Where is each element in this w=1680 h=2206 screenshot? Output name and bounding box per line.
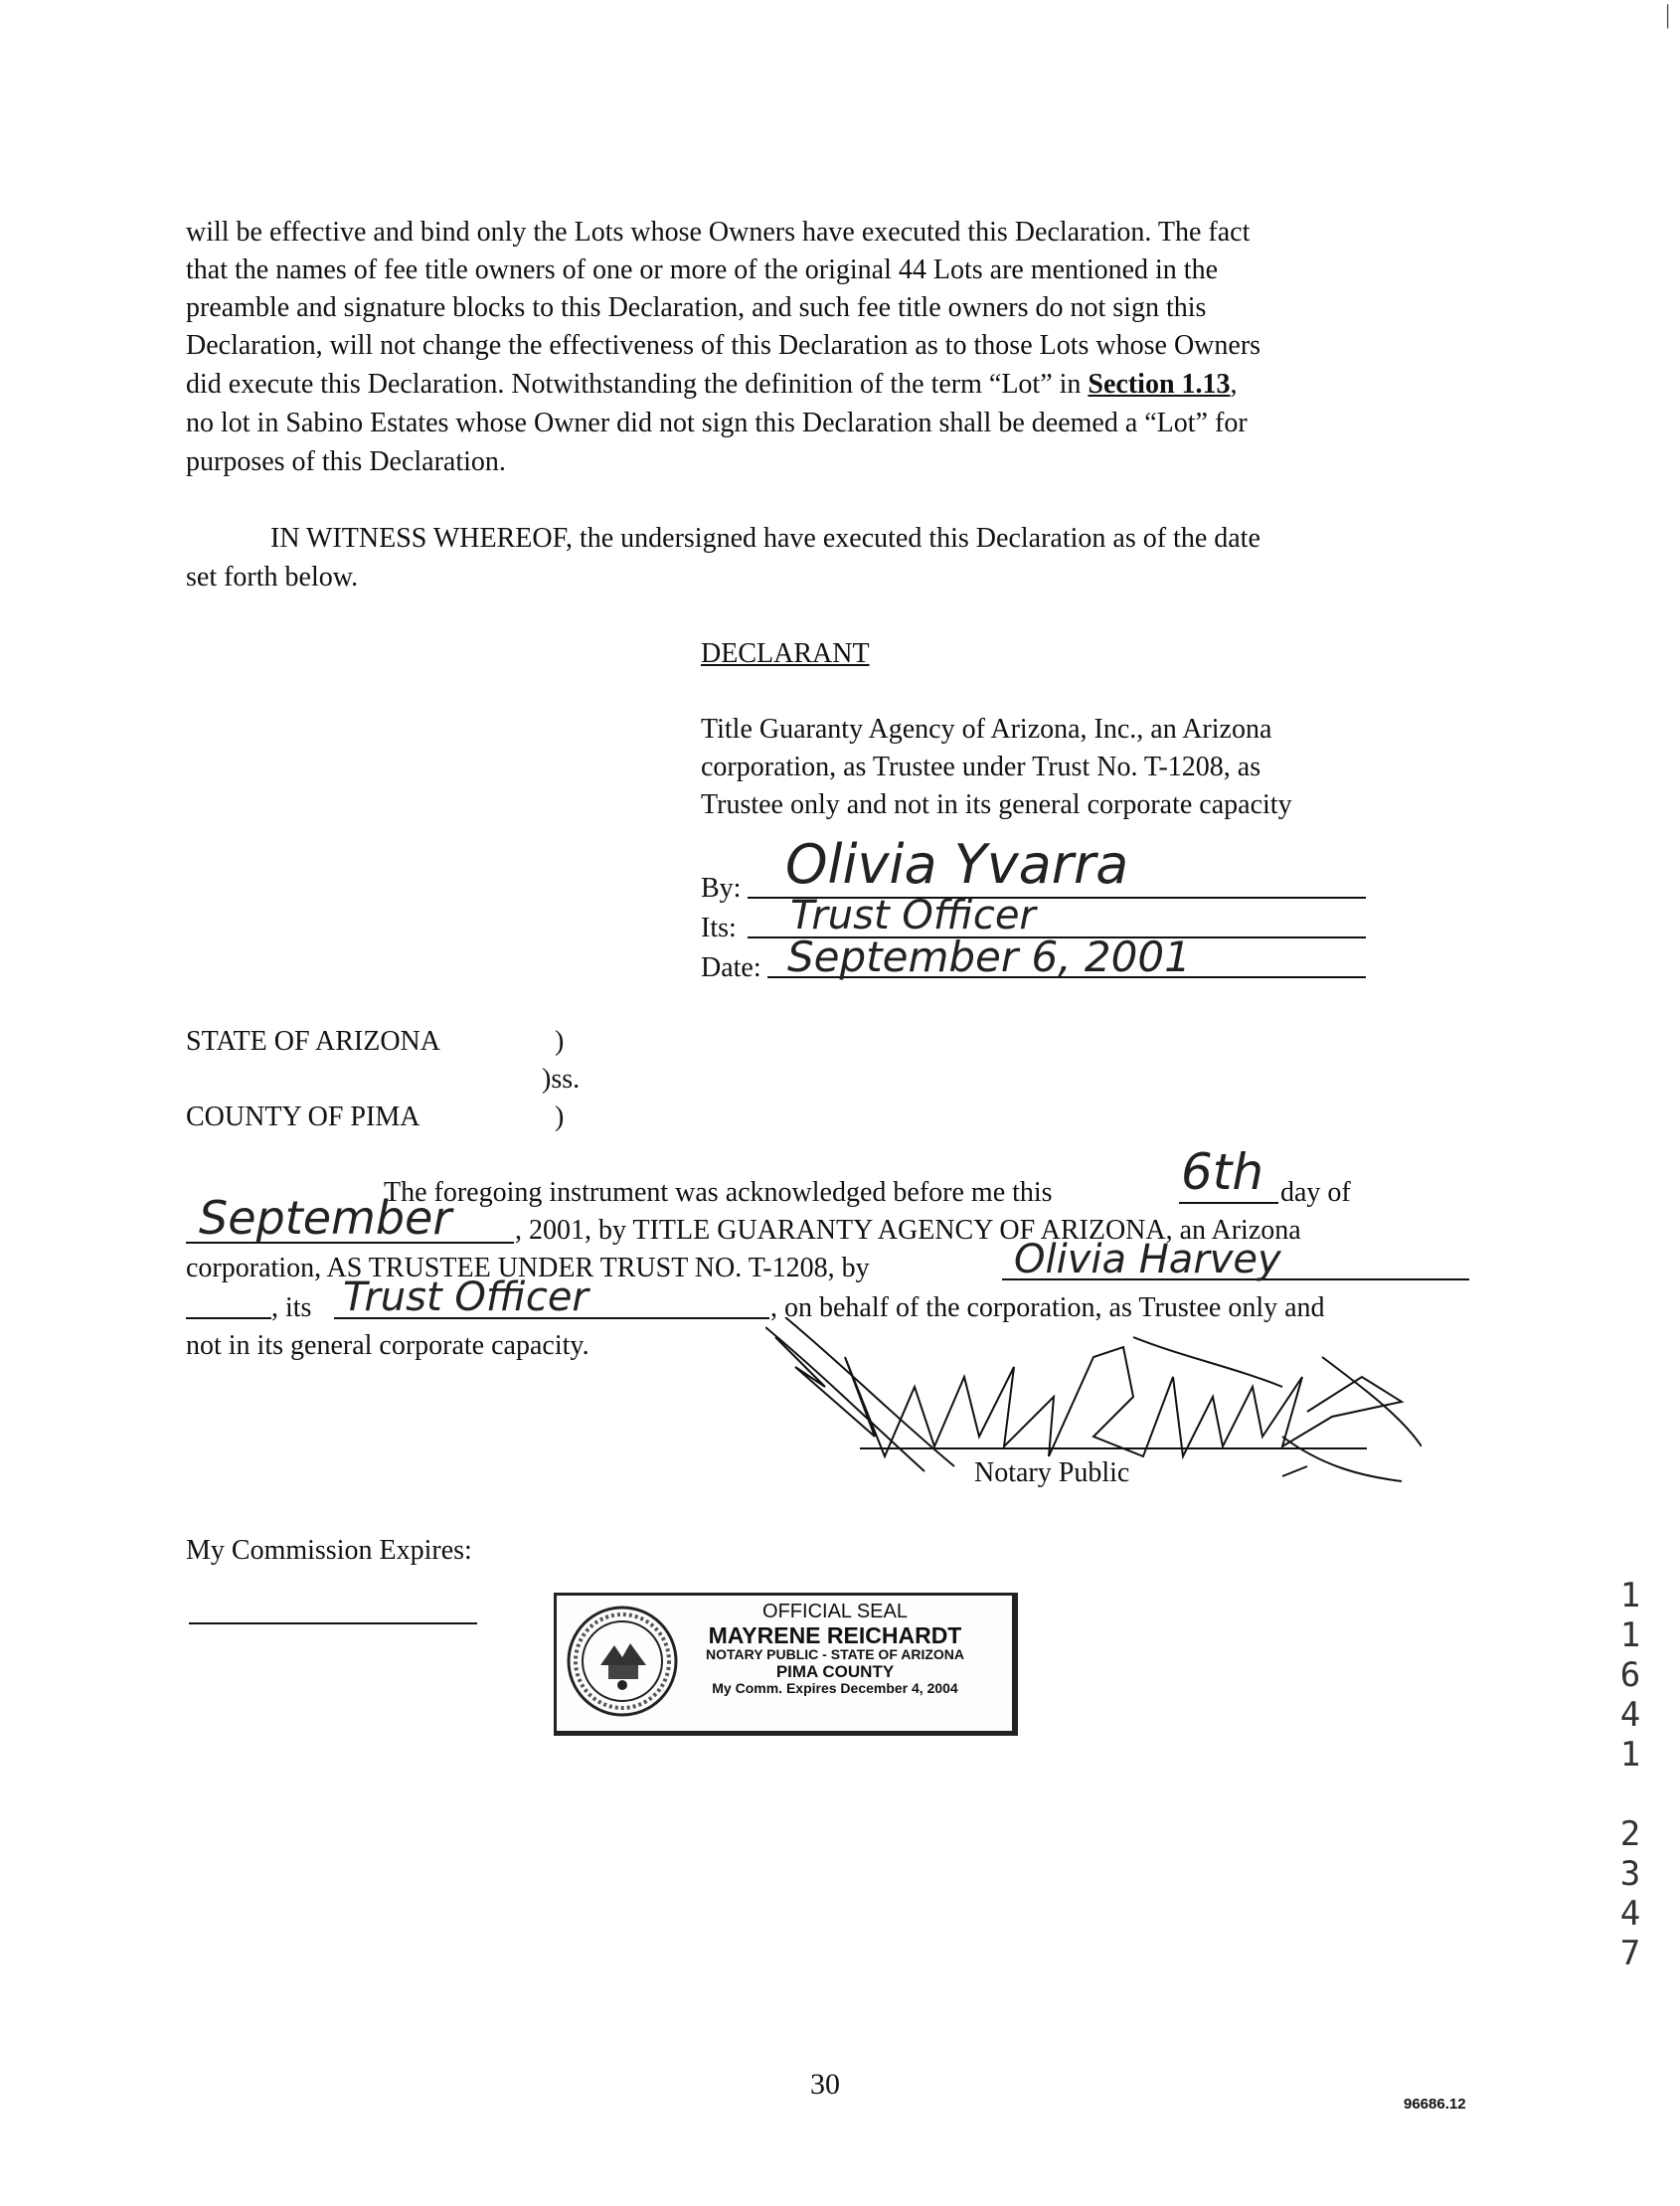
body-line-3: preamble and signature blocks to this Declaration, and such fee title owners do not sign this [186,292,1207,323]
venue-county: COUNTY OF PIMA [186,1102,420,1132]
title-value: Trust Officer [343,1274,588,1320]
ack-line-3: corporation, AS TRUSTEE UNDER TRUST NO. T-1208, by [186,1253,870,1283]
recording-digit: 6 [1619,1655,1641,1695]
day-blank-line [1179,1202,1278,1204]
body-line-4: Declaration, will not change the effectiveness of this Declaration as to those Lots whose Owners [186,330,1261,361]
seal-line-3: NOTARY PUBLIC - STATE OF ARIZONA [705,1646,965,1663]
ack-line-1-text: The foregoing instrument was acknowledged before me this [384,1177,1053,1208]
official-seal-stamp [554,1593,1018,1736]
its-label: Its: [701,913,737,943]
ack-its-label: , its [271,1292,312,1323]
date-value: September 6, 2001 [787,933,1191,981]
ack-line-2: , 2001, by TITLE GUARANTY AGENCY OF ARIZONA, an Arizona [515,1215,1301,1246]
line-4-leading-blank [186,1317,271,1319]
commission-expires-line [189,1622,477,1624]
recording-digit: 1 [1619,1615,1641,1655]
body-line-5-text: did execute this Declaration. Notwithstanding the definition of the term “Lot” in [186,369,1089,400]
declarant-entity-line-2: corporation, as Trustee under Trust No. T-1208, as [701,752,1261,782]
margin-mark: | [1665,0,1671,29]
venue-paren-2: ) [555,1102,565,1132]
body-line-5-end: , [1230,369,1238,400]
body-line-7: purposes of this Declaration. [186,446,506,477]
recording-number [1610,1576,1650,1973]
seal-line-5: My Comm. Expires December 4, 2004 [712,1679,958,1696]
witness-line-2: set forth below. [186,562,359,593]
seal-line-4: PIMA COUNTY [775,1661,895,1681]
recording-digit: 7 [1619,1934,1641,1973]
recording-digit: 3 [1619,1854,1641,1894]
seal-line-1: OFFICIAL SEAL [762,1601,908,1622]
venue-paren-1: ) [555,1026,565,1057]
name-value: Olivia Harvey [1014,1237,1281,1282]
day-value: 6th [1181,1143,1264,1201]
ack-line-5: not in its general corporate capacity. [186,1330,589,1361]
witness-line-1: IN WITNESS WHEREOF, the undersigned have executed this Declaration as of the date [270,523,1260,554]
notary-public-label: Notary Public [974,1457,1130,1488]
recording-digit: 4 [1619,1695,1641,1735]
body-line-5 [186,369,1238,401]
body-line-1: will be effective and bind only the Lots whose Owners have executed this Declaration. The fact [186,217,1251,248]
page-number: 30 [810,2068,840,2101]
declarant-entity-line-1: Title Guaranty Agency of Arizona, Inc., an Arizona [701,714,1272,745]
seal-line-2: MAYRENE REICHARDT [708,1621,962,1648]
body-line-2: that the names of fee title owners of one or more of the original 44 Lots are mentioned in the [186,255,1219,285]
date-label: Date: [701,952,761,983]
recording-digit: 4 [1619,1894,1641,1934]
section-reference: Section 1.13 [1088,369,1231,400]
venue-state: STATE OF ARIZONA [186,1026,440,1057]
recording-digit: 2 [1619,1814,1641,1854]
recording-digit: 1 [1619,1735,1641,1775]
its-value: Trust Officer [790,893,1036,938]
month-value: September [199,1191,452,1245]
state-seal-emblem-icon [565,1604,680,1719]
declarant-heading: DECLARANT [701,638,870,669]
notary-signature-line [860,1447,1367,1449]
by-label: By: [701,873,742,904]
venue-ss: )ss. [542,1064,581,1095]
ack-line-4-rest: , on behalf of the corporation, as Trustee only and [770,1292,1325,1323]
document-code: 96686.12 [1404,2096,1466,2113]
declarant-entity-line-3: Trustee only and not in its general corporate capacity [701,789,1292,820]
ack-day-of: day of [1280,1177,1351,1208]
body-line-6: no lot in Sabino Estates whose Owner did not sign this Declaration shall be deemed a “Lot” for [186,408,1248,438]
by-signature: Olivia Yvarra [785,833,1129,896]
recording-digit: 1 [1619,1576,1641,1615]
commission-expires-label: My Commission Expires: [186,1535,472,1566]
